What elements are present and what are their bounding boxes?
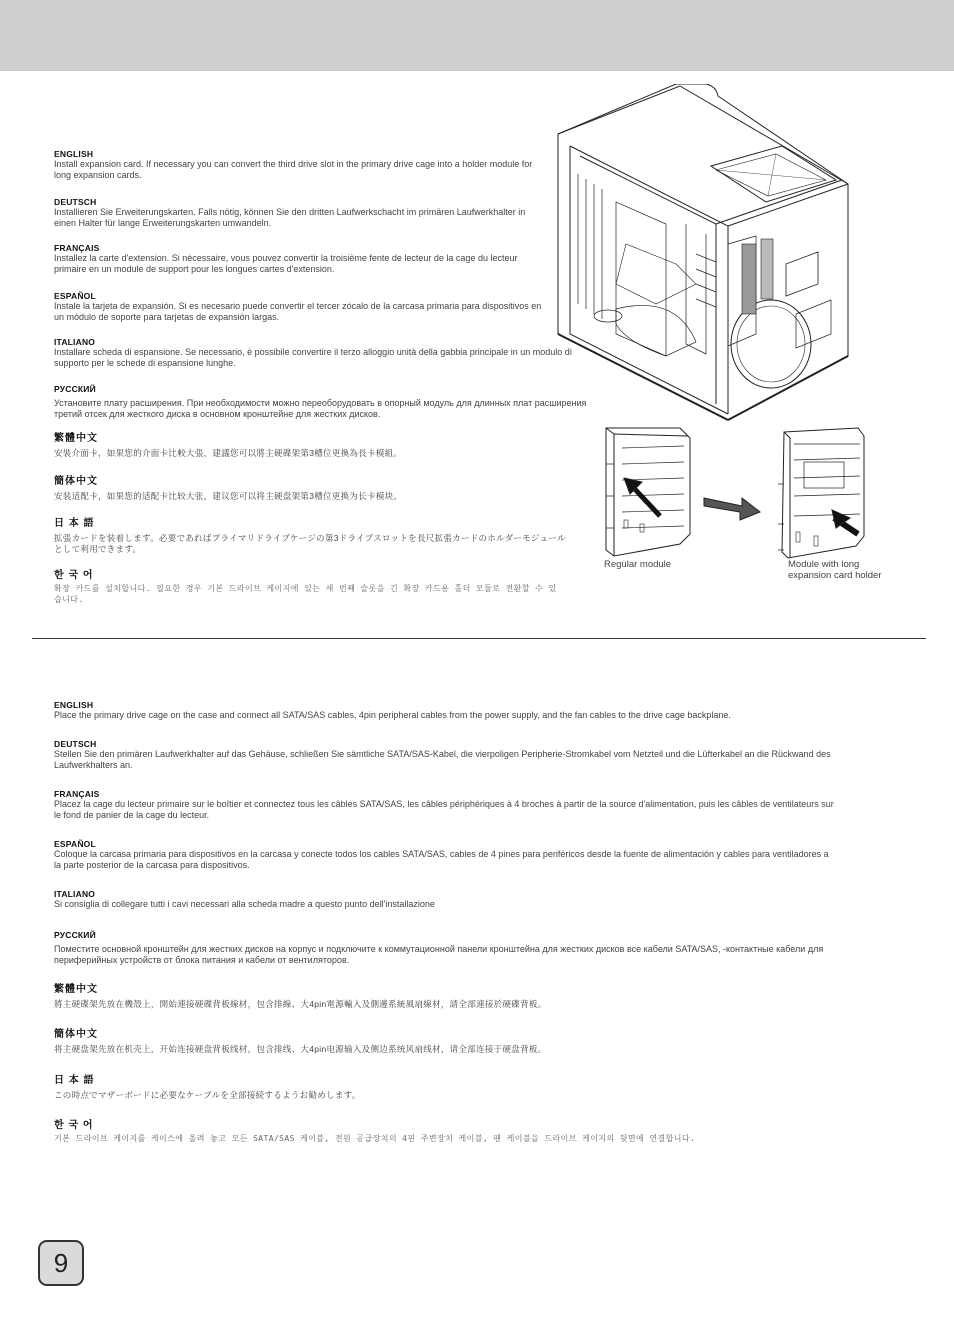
s2-russian xyxy=(54,930,829,965)
instruction-text: 기본 드라이브 케이지를 케이스에 올려 놓고 모든 SATA/SAS 케이블, 전원 공급장치의 4핀 주변장치 케이블, 팬 케이블을 드라이브 케이지의 뒷면에 연결합니다. xyxy=(54,1134,696,1143)
lang-heading: DEUTSCH xyxy=(54,739,97,749)
instruction-text: Instale la tarjeta de expansión. Si es necesario puede convertir el tercer zócalo de la carcasa primaria para dispositivos en un módulo de soporte para tarjetas de expansión largas. xyxy=(54,301,542,322)
instruction-text: Installez la carte d'extension. Si nécessaire, vous pouvez convertir la troisième fente de lecteur de la cage du lecteur primaire en un module de support pour les longues cartes d'extension. xyxy=(54,253,518,274)
lang-heading: ITALIANO xyxy=(54,889,96,899)
instruction-text: 将主硬盘架先放在机壳上，开始连接硬盘背板线材，包含排线、大4pin电源输入及侧边系统风扇线材，请全部连接于硬盘背板。 xyxy=(54,1044,547,1054)
instruction-text: 安裝介面卡，如果您的介面卡比較大張，建議您可以將主硬碟架第3槽位更換為長卡模組。 xyxy=(54,448,403,458)
s2-japanese xyxy=(54,1076,854,1101)
instruction-text: Установите плату расширения. При необходимости можно переоборудовать в опорный модуль для длинных плат расширения третий отсек для жесткого диска в основном кронштейне для жестких дисков. xyxy=(54,398,587,419)
instruction-text: Поместите основной кронштейн для жестких дисков на корпус и подключите к коммутационной панели кронштейна для жестких дисков все кабели SATA/SAS, -контактные кабели для периферийных устройств от блока питания и кабели от вентиляторов. xyxy=(54,944,824,965)
s2-trad-chinese xyxy=(54,985,854,1010)
s1-korean xyxy=(54,571,564,605)
lang-heading: ENGLISH xyxy=(54,700,94,710)
lang-heading: РУССКИЙ xyxy=(54,384,96,394)
instruction-text: Installieren Sie Erweiterungskarten. Falls nötig, können Sie den dritten Laufwerkschacht im primären Laufwerkhalter in einen Halter für lange Erweiterungskarten umwandeln. xyxy=(54,207,526,228)
s1-italiano xyxy=(54,337,589,368)
instruction-text: 拡張カードを装着します。必要であればプライマリドライブケージの第3ドライブスロットを長尺拡張カードのホルダーモジュールとして利用できます。 xyxy=(54,533,566,554)
s1-english xyxy=(54,149,534,180)
instruction-text: Coloque la carcasa primaria para dispositivos en la carcasa y conecte todos los cables SATA/SAS, cables de 4 pines para periféricos desde la fuente de alimentación y cables para ventiladores a la parte posterior de la carcasa para dispositivos. xyxy=(54,849,829,870)
instruction-text: Stellen Sie den primären Laufwerkhalter auf das Gehäuse, schließen Sie sämtliche SATA/SAS-Kabel, die vierpoligen Peripherie-Stromkabel vom Netzteil und die Lüfterkabel an die Rückwand des Laufwerkhalters an. xyxy=(54,749,831,770)
lang-heading: 繁體中文 xyxy=(54,984,98,995)
s2-italiano xyxy=(54,889,854,910)
lang-heading: 繁體中文 xyxy=(54,433,98,444)
instruction-text: Si consiglia di collegare tutti i cavi necessari alla scheda madre a questo punto dell'installazione xyxy=(54,899,435,909)
instruction-text: この時点でマザーボードに必要なケーブルを全部接続するようお勧めします。 xyxy=(54,1090,361,1100)
s2-francais xyxy=(54,789,834,820)
case-illustration xyxy=(556,84,856,424)
s2-english xyxy=(54,700,904,721)
lang-heading: FRANÇAIS xyxy=(54,243,100,253)
lang-heading: ESPAÑOL xyxy=(54,839,96,849)
instruction-text: Place the primary drive cage on the case and connect all SATA/SAS cables, 4pin peripheral cables from the power supply, and the fan cables to the drive cage backplane. xyxy=(54,710,731,720)
lang-heading: ITALIANO xyxy=(54,337,96,347)
s1-deutsch xyxy=(54,197,534,228)
arrow-icon xyxy=(702,490,762,524)
section-divider xyxy=(32,638,926,639)
lang-heading: FRANÇAIS xyxy=(54,789,100,799)
lang-heading: ENGLISH xyxy=(54,149,94,159)
lang-heading: 簡体中文 xyxy=(54,1029,98,1040)
instruction-text: Placez la cage du lecteur primaire sur le boîtier et connectez tous les câbles SATA/SAS, les câbles périphériques à 4 broches à partir de la source d'alimentation, puis les câbles de ventilateurs sur le fond de panier de la cage du lecteur. xyxy=(54,799,834,820)
lang-heading: 한 국 어 xyxy=(54,570,94,581)
lang-heading: 日 本 語 xyxy=(54,1075,95,1086)
instruction-text: Installare scheda di espansione. Se necessario, è possibile convertire il terzo alloggio unità della gabbia principale in un modulo di supporto per le schede di espansione lunghe. xyxy=(54,347,572,368)
long-module-illustration xyxy=(774,424,874,564)
lang-heading: 한 국 어 xyxy=(54,1120,94,1131)
lang-heading: 日 本 語 xyxy=(54,518,95,529)
s1-simp-chinese xyxy=(54,477,589,502)
s1-russian xyxy=(54,384,589,419)
s2-deutsch xyxy=(54,739,854,770)
s2-espanol xyxy=(54,839,829,870)
instruction-text: 安装适配卡，如果您的适配卡比较大张，建议您可以将主硬盘架第3槽位更换为长卡模块。 xyxy=(54,491,403,501)
s1-francais xyxy=(54,243,544,274)
lang-heading: DEUTSCH xyxy=(54,197,97,207)
instruction-text: Install expansion card. If necessary you can convert the third drive slot in the primary drive cage into a holder module for long expansion cards. xyxy=(54,159,533,180)
lang-heading: ESPAÑOL xyxy=(54,291,96,301)
instruction-text: 확장 카드를 설치합니다. 필요한 경우 기본 드라이브 케이지에 있는 세 번째 슬롯을 긴 확장 카드용 홀더 모듈로 전환할 수 있습니다. xyxy=(54,584,557,604)
s2-simp-chinese xyxy=(54,1030,854,1055)
lang-heading: 簡体中文 xyxy=(54,476,98,487)
s1-japanese xyxy=(54,519,574,554)
caption-regular-module: Regular module xyxy=(604,559,672,570)
header-bar xyxy=(0,0,954,71)
regular-module-illustration xyxy=(600,424,700,560)
s1-trad-chinese xyxy=(54,434,589,459)
instruction-text: 將主硬碟架先放在機殼上，開始連接硬碟背板線材，包含排線、大4pin電源輸入及側邊系統風扇線材，請全部連接於硬碟背板。 xyxy=(54,999,547,1009)
lang-heading: РУССКИЙ xyxy=(54,930,96,940)
s2-korean xyxy=(54,1121,904,1145)
page-number: 9 xyxy=(38,1240,84,1286)
caption-long-module: Module with long expansion card holder xyxy=(788,559,882,581)
s1-espanol xyxy=(54,291,549,322)
